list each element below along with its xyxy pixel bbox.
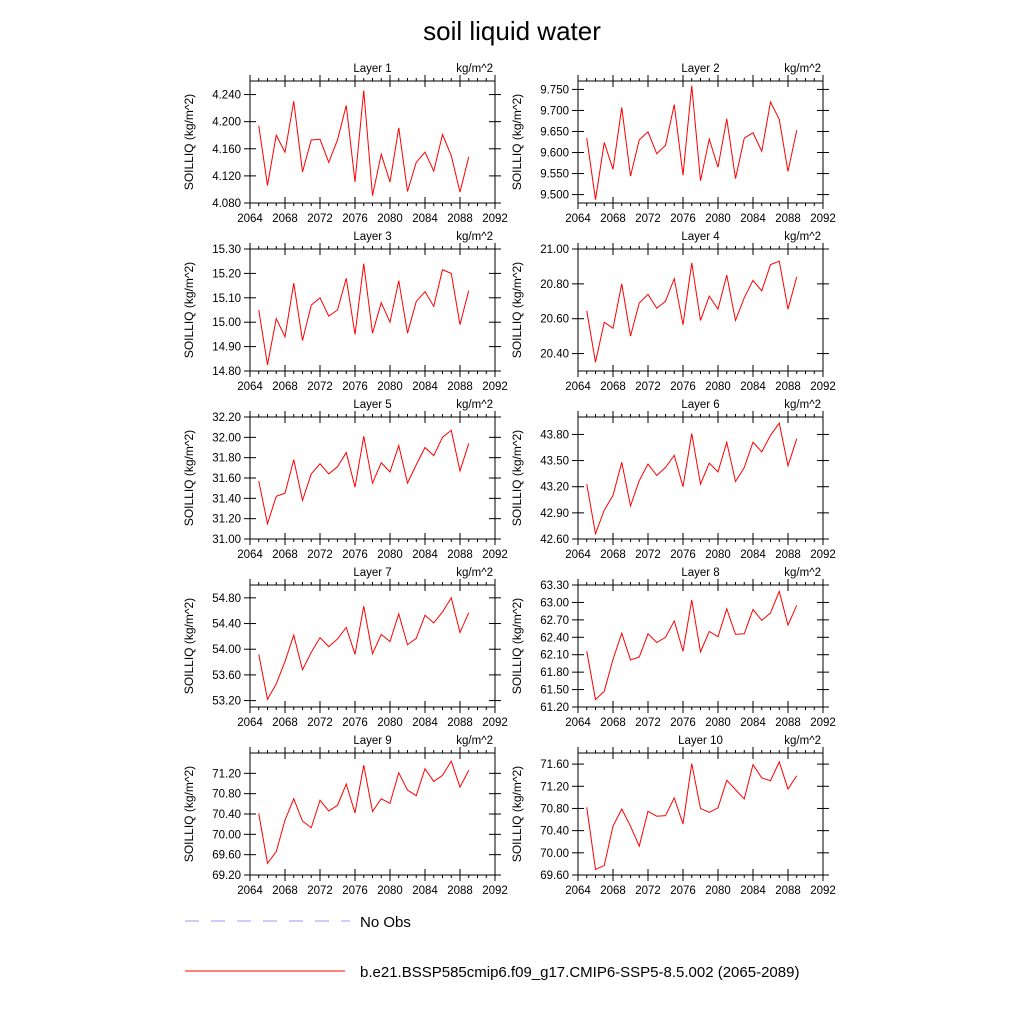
y-axis-label: SOILLIQ (kg/m^2) <box>510 261 524 359</box>
x-tick-label: 2076 <box>670 213 696 225</box>
y-tick-label: 14.90 <box>212 341 241 354</box>
y-tick-label: 4.240 <box>212 89 241 102</box>
plot-frame <box>578 417 823 539</box>
x-tick-label: 2064 <box>237 213 263 225</box>
x-tick-label: 2072 <box>307 213 333 225</box>
x-tick-label: 2092 <box>482 885 508 897</box>
y-tick-label: 31.60 <box>212 473 241 485</box>
panel-title: Layer 8 <box>681 567 720 579</box>
y-axis-label: SOILLIQ (kg/m^2) <box>182 765 196 863</box>
x-tick-label: 2076 <box>670 549 696 561</box>
y-tick-label: 9.550 <box>540 168 569 181</box>
y-axis-label: SOILLIQ (kg/m^2) <box>510 597 524 695</box>
x-tick-label: 2080 <box>705 885 731 897</box>
y-tick-label: 15.00 <box>212 317 241 330</box>
x-tick-label: 2072 <box>307 549 333 561</box>
x-tick-label: 2072 <box>307 885 333 897</box>
x-tick-label: 2088 <box>447 885 473 897</box>
x-tick-label: 2068 <box>600 213 626 225</box>
y-axis-label: SOILLIQ (kg/m^2) <box>182 261 196 359</box>
x-tick-label: 2072 <box>635 213 661 225</box>
y-tick-label: 70.80 <box>212 788 241 801</box>
x-tick-label: 2064 <box>237 885 263 897</box>
plot-frame <box>250 585 495 707</box>
series-line-model <box>259 264 469 365</box>
panel-title: Layer 2 <box>681 63 720 75</box>
y-tick-label: 20.80 <box>540 278 569 291</box>
y-tick-label: 9.600 <box>540 147 569 160</box>
x-tick-label: 2088 <box>447 213 473 225</box>
y-tick-label: 53.60 <box>212 669 241 682</box>
x-tick-label: 2076 <box>342 885 368 897</box>
series-line-model <box>587 261 797 362</box>
y-tick-label: 31.20 <box>212 513 241 526</box>
y-axis-label: SOILLIQ (kg/m^2) <box>182 93 196 191</box>
y-tick-label: 31.00 <box>212 534 241 546</box>
y-tick-label: 70.40 <box>212 809 241 821</box>
y-tick-label: 71.20 <box>540 781 569 794</box>
x-tick-label: 2064 <box>237 381 263 393</box>
panel-layer-8 <box>510 567 836 729</box>
x-tick-label: 2080 <box>377 885 403 897</box>
y-tick-label: 4.120 <box>212 170 241 183</box>
y-tick-label: 43.20 <box>540 481 569 494</box>
y-tick-label: 71.60 <box>540 759 569 772</box>
panels-group <box>182 63 836 897</box>
y-tick-label: 32.20 <box>212 412 241 424</box>
series-line-model <box>587 762 797 870</box>
x-tick-label: 2092 <box>482 717 508 729</box>
panel-layer-4 <box>510 231 836 393</box>
panel-units: kg/m^2 <box>456 567 493 579</box>
panel-units: kg/m^2 <box>784 567 821 579</box>
y-tick-label: 61.50 <box>540 684 569 697</box>
panel-units: kg/m^2 <box>784 735 821 747</box>
panel-layer-3 <box>182 231 508 393</box>
x-tick-label: 2064 <box>565 717 591 729</box>
x-tick-label: 2084 <box>740 885 766 897</box>
x-tick-label: 2068 <box>272 381 298 393</box>
x-tick-label: 2068 <box>272 885 298 897</box>
y-tick-label: 15.30 <box>212 244 241 256</box>
x-tick-label: 2084 <box>740 213 766 225</box>
plot-frame <box>578 81 823 203</box>
x-tick-label: 2084 <box>740 717 766 729</box>
y-tick-label: 21.00 <box>540 244 569 256</box>
y-axis-label: SOILLIQ (kg/m^2) <box>510 429 524 527</box>
y-tick-label: 54.40 <box>212 618 241 631</box>
x-tick-label: 2080 <box>705 381 731 393</box>
panel-title: Layer 1 <box>353 63 392 75</box>
panel-layer-2 <box>510 63 836 225</box>
panel-units: kg/m^2 <box>784 231 821 243</box>
y-tick-label: 61.80 <box>540 667 569 680</box>
y-tick-label: 43.80 <box>540 429 569 442</box>
y-tick-label: 31.40 <box>212 493 241 506</box>
panel-title: Layer 10 <box>678 735 723 747</box>
plot-frame <box>250 417 495 539</box>
x-tick-label: 2084 <box>412 885 438 897</box>
y-axis-label: SOILLIQ (kg/m^2) <box>510 93 524 191</box>
x-tick-label: 2068 <box>600 885 626 897</box>
y-tick-label: 63.00 <box>540 597 569 610</box>
x-tick-label: 2092 <box>810 549 836 561</box>
plot-frame <box>250 753 495 875</box>
y-tick-label: 70.40 <box>540 825 569 838</box>
x-tick-label: 2076 <box>342 213 368 225</box>
x-tick-label: 2076 <box>670 885 696 897</box>
x-tick-label: 2068 <box>600 717 626 729</box>
x-tick-label: 2092 <box>810 213 836 225</box>
x-tick-label: 2076 <box>342 381 368 393</box>
x-tick-label: 2072 <box>635 381 661 393</box>
x-tick-label: 2080 <box>705 549 731 561</box>
plot-frame <box>250 249 495 371</box>
x-tick-label: 2064 <box>565 381 591 393</box>
panel-units: kg/m^2 <box>456 231 493 243</box>
y-axis-label: SOILLIQ (kg/m^2) <box>182 597 196 695</box>
panel-title: Layer 7 <box>353 567 392 579</box>
y-tick-label: 32.00 <box>212 432 241 445</box>
x-tick-label: 2080 <box>705 213 731 225</box>
x-tick-label: 2080 <box>377 549 403 561</box>
y-tick-label: 4.200 <box>212 116 241 129</box>
x-tick-label: 2068 <box>600 549 626 561</box>
y-tick-label: 61.20 <box>540 702 569 714</box>
panel-title: Layer 3 <box>353 231 392 243</box>
x-tick-label: 2084 <box>740 381 766 393</box>
y-tick-label: 9.650 <box>540 126 569 139</box>
x-tick-label: 2088 <box>447 717 473 729</box>
y-tick-label: 70.00 <box>212 829 241 842</box>
x-tick-label: 2088 <box>775 717 801 729</box>
legend <box>185 914 799 981</box>
y-tick-label: 70.80 <box>540 803 569 816</box>
x-tick-label: 2076 <box>670 381 696 393</box>
y-tick-label: 62.10 <box>540 649 569 662</box>
x-tick-label: 2092 <box>482 381 508 393</box>
x-tick-label: 2068 <box>272 717 298 729</box>
y-tick-label: 54.00 <box>212 644 241 657</box>
x-tick-label: 2064 <box>565 213 591 225</box>
x-tick-label: 2092 <box>810 885 836 897</box>
x-tick-label: 2080 <box>377 717 403 729</box>
panel-layer-5 <box>182 399 508 561</box>
y-tick-label: 20.40 <box>540 348 569 361</box>
panel-title: Layer 4 <box>681 231 720 243</box>
y-tick-label: 54.80 <box>212 592 241 605</box>
y-tick-label: 9.750 <box>540 84 569 97</box>
x-tick-label: 2064 <box>565 549 591 561</box>
y-tick-label: 9.700 <box>540 105 569 118</box>
x-tick-label: 2084 <box>740 549 766 561</box>
legend-no-obs-label: No Obs <box>360 914 411 931</box>
y-tick-label: 42.60 <box>540 534 569 546</box>
y-tick-label: 9.500 <box>540 189 569 202</box>
y-tick-label: 14.80 <box>212 366 241 378</box>
y-tick-label: 62.40 <box>540 632 569 645</box>
x-tick-label: 2080 <box>377 213 403 225</box>
panel-units: kg/m^2 <box>456 399 493 411</box>
panel-units: kg/m^2 <box>784 399 821 411</box>
y-tick-label: 4.160 <box>212 143 241 156</box>
panel-units: kg/m^2 <box>784 63 821 75</box>
panel-title: Layer 5 <box>353 399 392 411</box>
x-tick-label: 2084 <box>412 549 438 561</box>
y-tick-label: 20.60 <box>540 313 569 326</box>
x-tick-label: 2076 <box>342 549 368 561</box>
x-tick-label: 2072 <box>635 717 661 729</box>
x-tick-label: 2064 <box>237 717 263 729</box>
x-tick-label: 2092 <box>482 213 508 225</box>
x-tick-label: 2064 <box>565 885 591 897</box>
x-tick-label: 2092 <box>482 549 508 561</box>
y-tick-label: 31.80 <box>212 452 241 465</box>
series-line-model <box>259 761 469 863</box>
y-tick-label: 53.20 <box>212 695 241 708</box>
y-axis-label: SOILLIQ (kg/m^2) <box>182 429 196 527</box>
panel-layer-1 <box>182 63 508 225</box>
panel-title: Layer 9 <box>353 735 392 747</box>
y-tick-label: 70.00 <box>540 847 569 860</box>
panel-layer-10 <box>510 735 836 897</box>
series-line-model <box>587 591 797 699</box>
y-tick-label: 69.20 <box>212 870 241 882</box>
x-tick-label: 2088 <box>447 549 473 561</box>
x-tick-label: 2092 <box>810 717 836 729</box>
x-tick-label: 2092 <box>810 381 836 393</box>
x-tick-label: 2084 <box>412 381 438 393</box>
series-line-model <box>587 86 797 200</box>
y-tick-label: 63.30 <box>540 580 569 592</box>
x-tick-label: 2084 <box>412 213 438 225</box>
panel-units: kg/m^2 <box>456 735 493 747</box>
y-tick-label: 43.50 <box>540 455 569 468</box>
x-tick-label: 2088 <box>447 381 473 393</box>
y-tick-label: 69.60 <box>212 849 241 862</box>
series-line-model <box>587 423 797 534</box>
x-tick-label: 2080 <box>377 381 403 393</box>
panel-title: Layer 6 <box>681 399 720 411</box>
x-tick-label: 2072 <box>307 717 333 729</box>
y-tick-label: 42.90 <box>540 507 569 520</box>
x-tick-label: 2072 <box>635 549 661 561</box>
y-tick-label: 71.20 <box>212 768 241 781</box>
x-tick-label: 2068 <box>600 381 626 393</box>
panel-units: kg/m^2 <box>456 63 493 75</box>
plot-frame <box>578 585 823 707</box>
y-tick-label: 15.10 <box>212 292 241 305</box>
series-line-model <box>259 598 469 699</box>
x-tick-label: 2088 <box>775 885 801 897</box>
series-line-model <box>259 430 469 524</box>
x-tick-label: 2088 <box>775 549 801 561</box>
x-tick-label: 2088 <box>775 213 801 225</box>
x-tick-label: 2076 <box>342 717 368 729</box>
series-line-model <box>259 90 469 195</box>
y-tick-label: 4.080 <box>212 198 241 210</box>
x-tick-label: 2072 <box>635 885 661 897</box>
y-tick-label: 69.60 <box>540 870 569 882</box>
plot-frame <box>578 249 823 371</box>
panel-layer-7 <box>182 567 508 729</box>
panel-layer-9 <box>182 735 508 897</box>
y-tick-label: 15.20 <box>212 268 241 281</box>
x-tick-label: 2068 <box>272 213 298 225</box>
x-tick-label: 2072 <box>307 381 333 393</box>
legend-model-label: b.e21.BSSP585cmip6.f09_g17.CMIP6-SSP5-8.5.002 (2065-2089) <box>360 964 800 981</box>
x-tick-label: 2068 <box>272 549 298 561</box>
x-tick-label: 2076 <box>670 717 696 729</box>
x-tick-label: 2084 <box>412 717 438 729</box>
x-tick-label: 2080 <box>705 717 731 729</box>
plot-frame <box>578 753 823 875</box>
y-tick-label: 62.70 <box>540 614 569 627</box>
figure-title: soil liquid water <box>423 16 601 46</box>
panel-layer-6 <box>510 399 836 561</box>
y-axis-label: SOILLIQ (kg/m^2) <box>510 765 524 863</box>
x-tick-label: 2064 <box>237 549 263 561</box>
x-tick-label: 2088 <box>775 381 801 393</box>
